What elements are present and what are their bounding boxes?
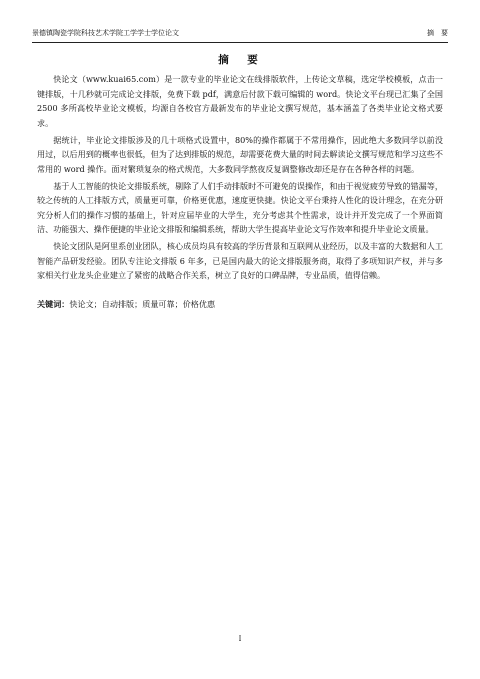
keywords-text: 快论文；自动排版；质量可靠；价格优惠: [69, 298, 216, 309]
keywords-line: [37, 297, 443, 311]
abstract-paragraph-2: 据统计，毕业论文排版涉及的几十项格式设置中，80%的操作都属于不常用操作，因此绝大多数同学以前没用过，以后用到的概率也很低，但为了达到排版的规范，却需要花费大量的时间去解读论文撰写规范和学习这些不常用的 word 操作。面对繁琐复杂的格式规范，大多数同学熬夜反复调整修改却还是存在各种各样的问题。: [37, 134, 443, 174]
page-title: 摘 要: [218, 54, 262, 66]
header-thesis-title: 景德镇陶瓷学院科技艺术学院工学学士学位论文: [32, 29, 179, 37]
page-number: I: [238, 635, 242, 643]
abstract-paragraph-4: 快论文团队是阿里系创业团队，核心成员均具有较高的学历背景和互联网从业经历，以及丰富的大数据和人工智能产品研发经验。团队专注论文排版 6 年多，已是国内最大的论文排版服务商，取得了多项知识产权，并与多家相关行业龙头企业建立了紧密的战略合作关系，树立了良好的口碑品牌，专业品质，值得信赖。: [37, 241, 443, 280]
abstract-body: [37, 72, 443, 311]
page-header: [32, 26, 448, 40]
keywords-label: 关键词：: [37, 298, 70, 309]
header-section-name: 摘 要: [427, 29, 448, 37]
abstract-paragraph-1: 快论文（www.kuai65.com）是一款专业的毕业论文在线排版软件，上传论文草稿，选定学校模板，点击一键排版，十几秒就可完成论文排版，免费下载 pdf，满意后付款下载可编辑的 word。快论文平台现已汇集了全国 2500 多所高校毕业论文模板，均源自各校官方最新发布的毕业论文撰写规范，基本涵盖了各类毕业论文格式要求。: [37, 74, 443, 128]
header-rule: [32, 42, 448, 43]
abstract-paragraph-3: 基于人工智能的快论文排版系统，剔除了人们手动排版时不可避免的误操作，和由于视觉疲劳导致的错漏等，较之传统的人工排版方式，质量更可靠，价格更优惠，速度更快捷。快论文平台秉持人性化的设计理念，在充分研究分析人们的操作习惯的基础上，针对应届毕业的大学生，充分考虑其个性需求，设计并开发完成了一个界面简洁、功能强大、操作便捷的毕业论文排版和编辑系统，帮助大学生提高毕业论文写作效率和提升毕业论文质量。: [37, 180, 443, 234]
